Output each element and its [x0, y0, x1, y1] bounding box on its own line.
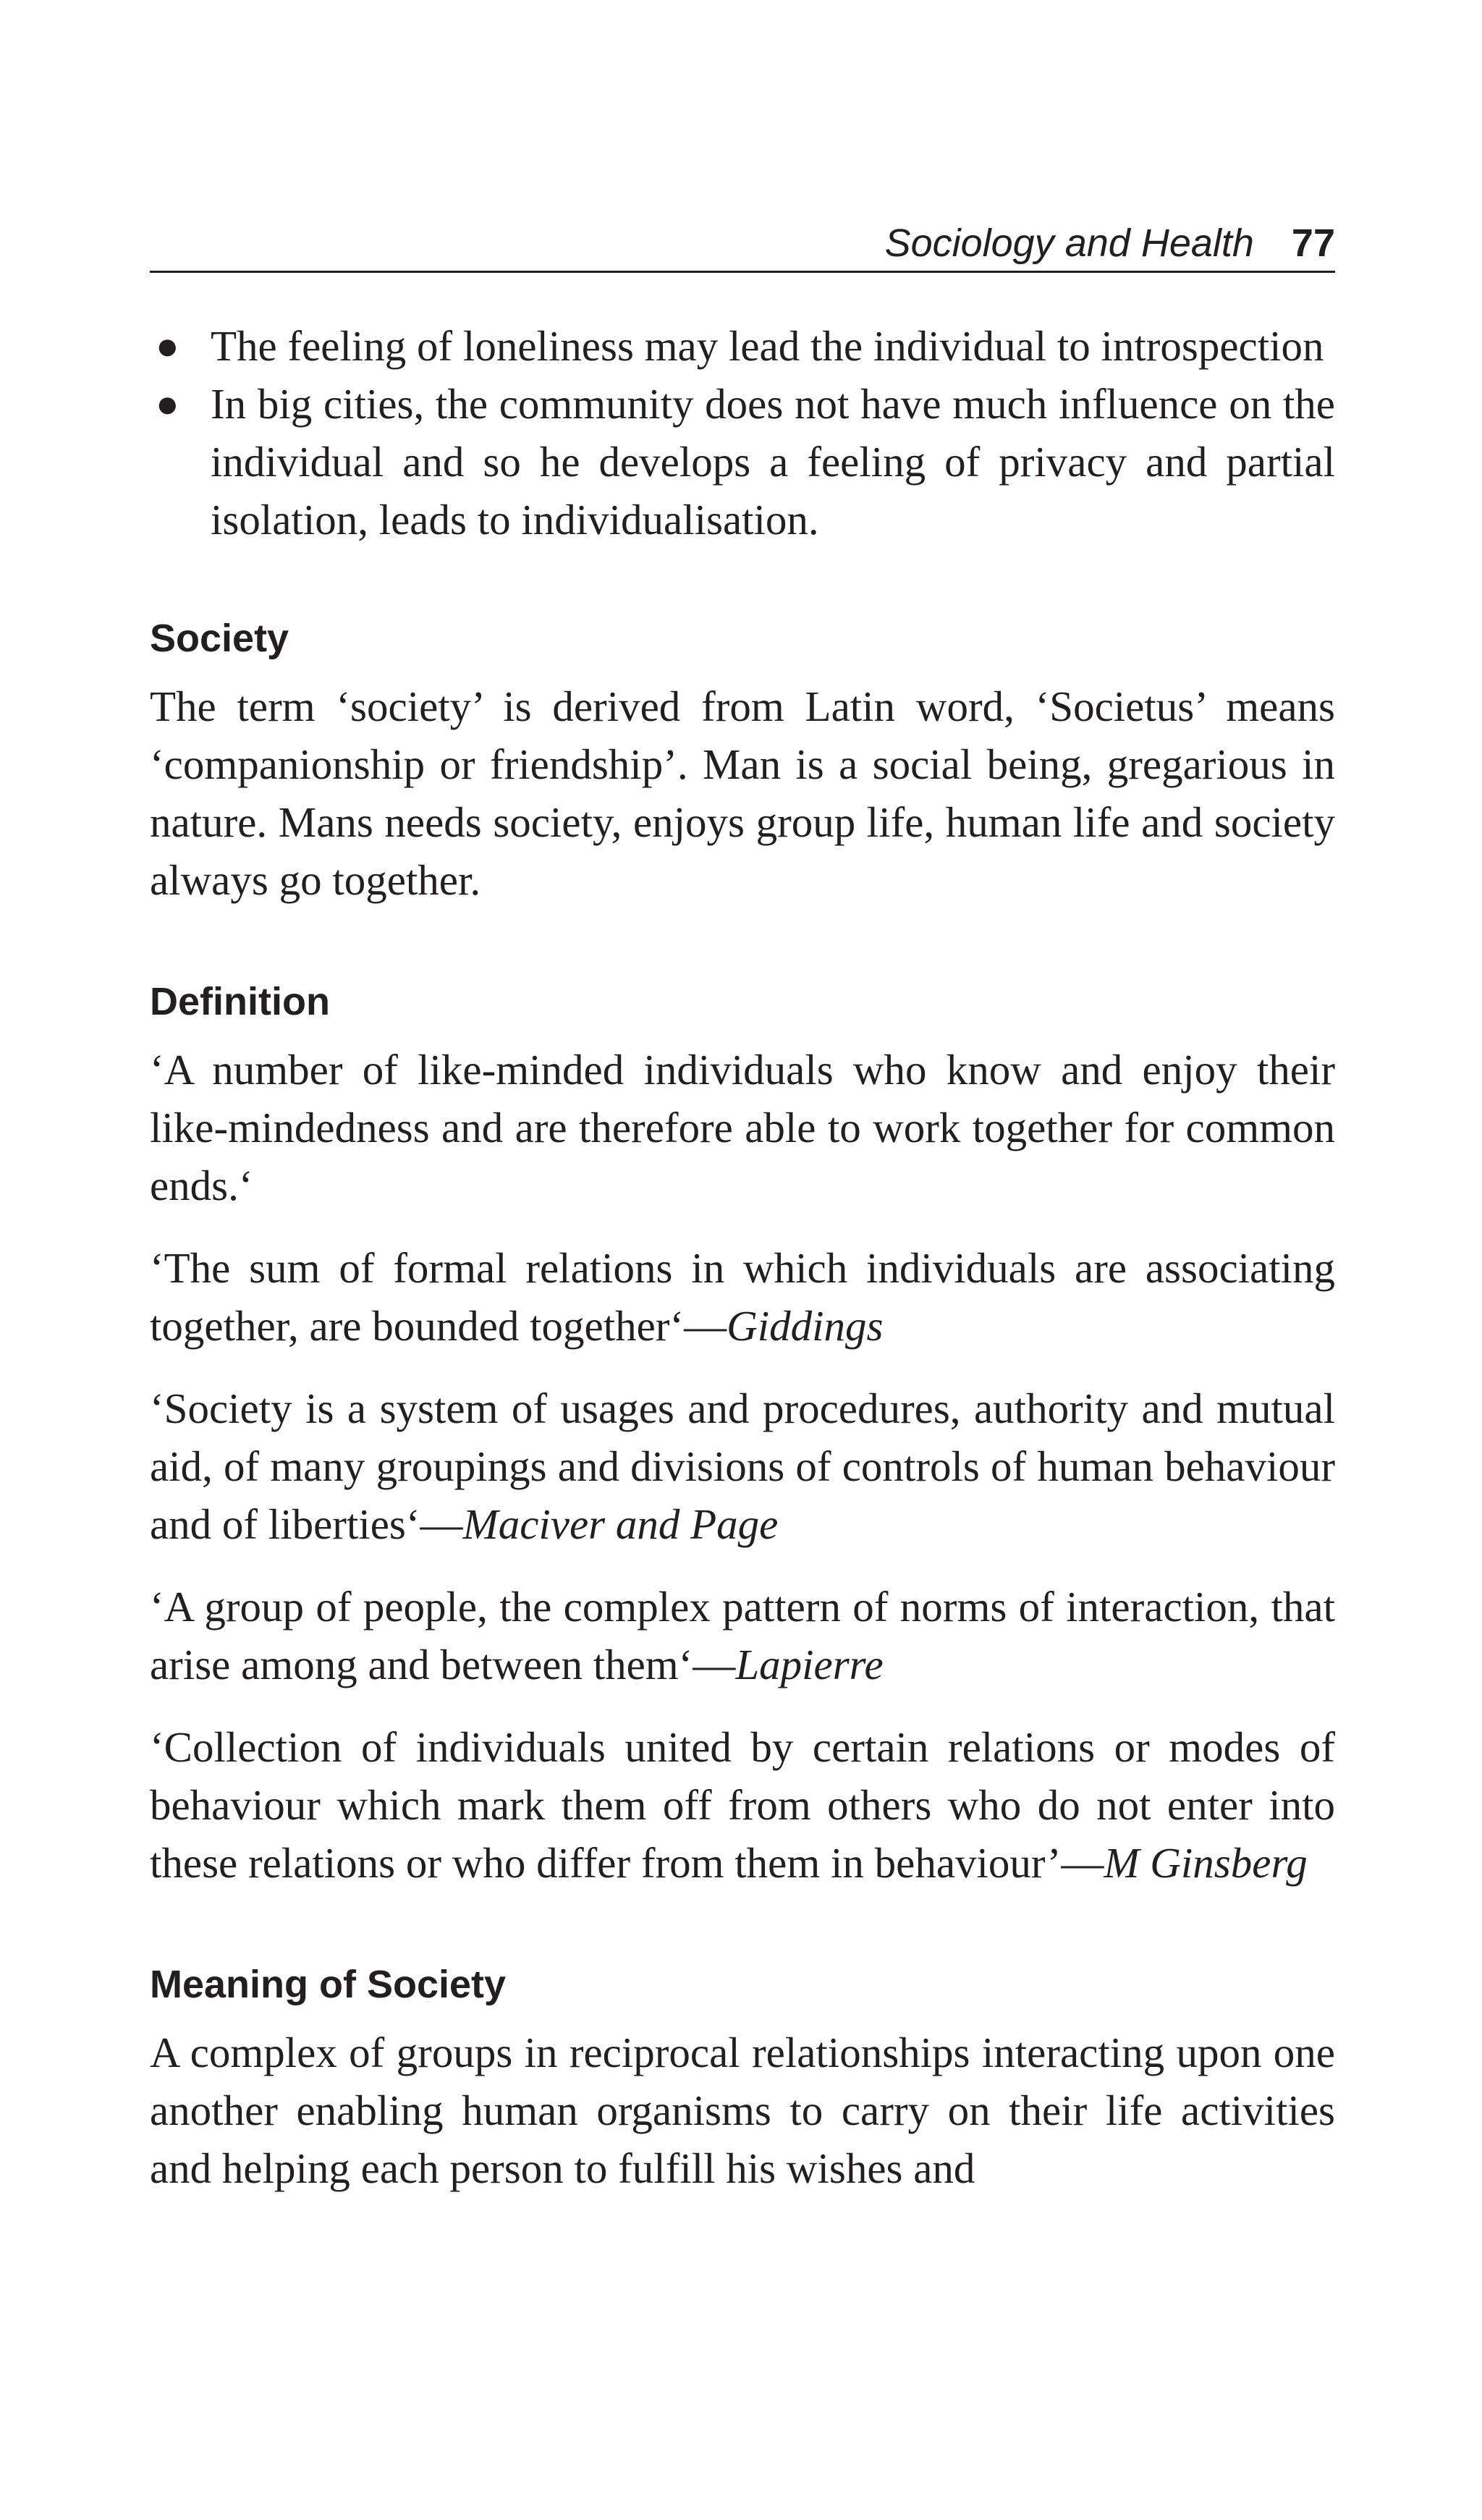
bullet-item	[150, 317, 1335, 375]
definition-paragraph	[150, 1578, 1335, 1694]
page-number: 77	[1291, 221, 1335, 265]
page-content	[150, 317, 1335, 2197]
meaning-paragraph: A complex of groups in reciprocal relationships interacting upon one another enabling human organisms to carry on their life activities and helping each person to fulfill his wishes and	[150, 2029, 1335, 2192]
bullet-list	[150, 317, 1335, 549]
bullet-item	[150, 375, 1335, 549]
bullet-text: The feeling of loneliness may lead the individual to introspection	[211, 322, 1324, 370]
definition-paragraph	[150, 1041, 1335, 1214]
definition-quote: ‘A group of people, the complex pattern of norms of interaction, that arise among and between them‘—	[150, 1583, 1335, 1688]
running-head	[150, 216, 1335, 273]
section-heading-definition: Definition	[150, 980, 330, 1023]
definition-quote: ‘The sum of formal relations in which individuals are associating together, are bounded together‘—	[150, 1244, 1335, 1350]
definition-paragraph	[150, 1239, 1335, 1355]
society-paragraph: The term ‘society’ is derived from Latin word, ‘Societus’ means ‘companionship or friendship’. Man is a social being, gregarious in nature. Mans needs society, enjoys group life, human life and society always go together.	[150, 682, 1335, 904]
bullet-text: In big cities, the community does not have much influence on the individual and so he develops a feeling of privacy and partial isolation, leads to individualisation.	[211, 380, 1335, 544]
definition-quote: ‘A number of like-minded individuals who know and enjoy their like-mindedness and are therefore able to work together for common ends.‘	[150, 1046, 1335, 1209]
section-heading-meaning: Meaning of Society	[150, 1963, 507, 2006]
definition-quote: ‘Collection of individuals united by certain relations or modes of behaviour which mark them off from others who do not enter into these relations or who differ from them in behaviour’—	[150, 1723, 1335, 1887]
definition-author: Giddings	[727, 1302, 884, 1350]
definition-author: Lapierre	[735, 1641, 884, 1688]
section-heading-society: Society	[150, 617, 289, 660]
bullet-icon: ●	[156, 324, 179, 368]
definition-author: Maciver and Page	[462, 1500, 779, 1548]
definition-paragraph	[150, 1379, 1335, 1553]
running-head-title: Sociology and Health	[884, 221, 1254, 265]
definition-author: M Ginsberg	[1104, 1839, 1308, 1887]
definition-quote: ‘Society is a system of usages and procedures, authority and mutual aid, of many groupings and divisions of controls of human behaviour and of liberties‘—	[150, 1384, 1335, 1548]
bullet-icon: ●	[156, 382, 179, 426]
definition-paragraph	[150, 1718, 1335, 1892]
